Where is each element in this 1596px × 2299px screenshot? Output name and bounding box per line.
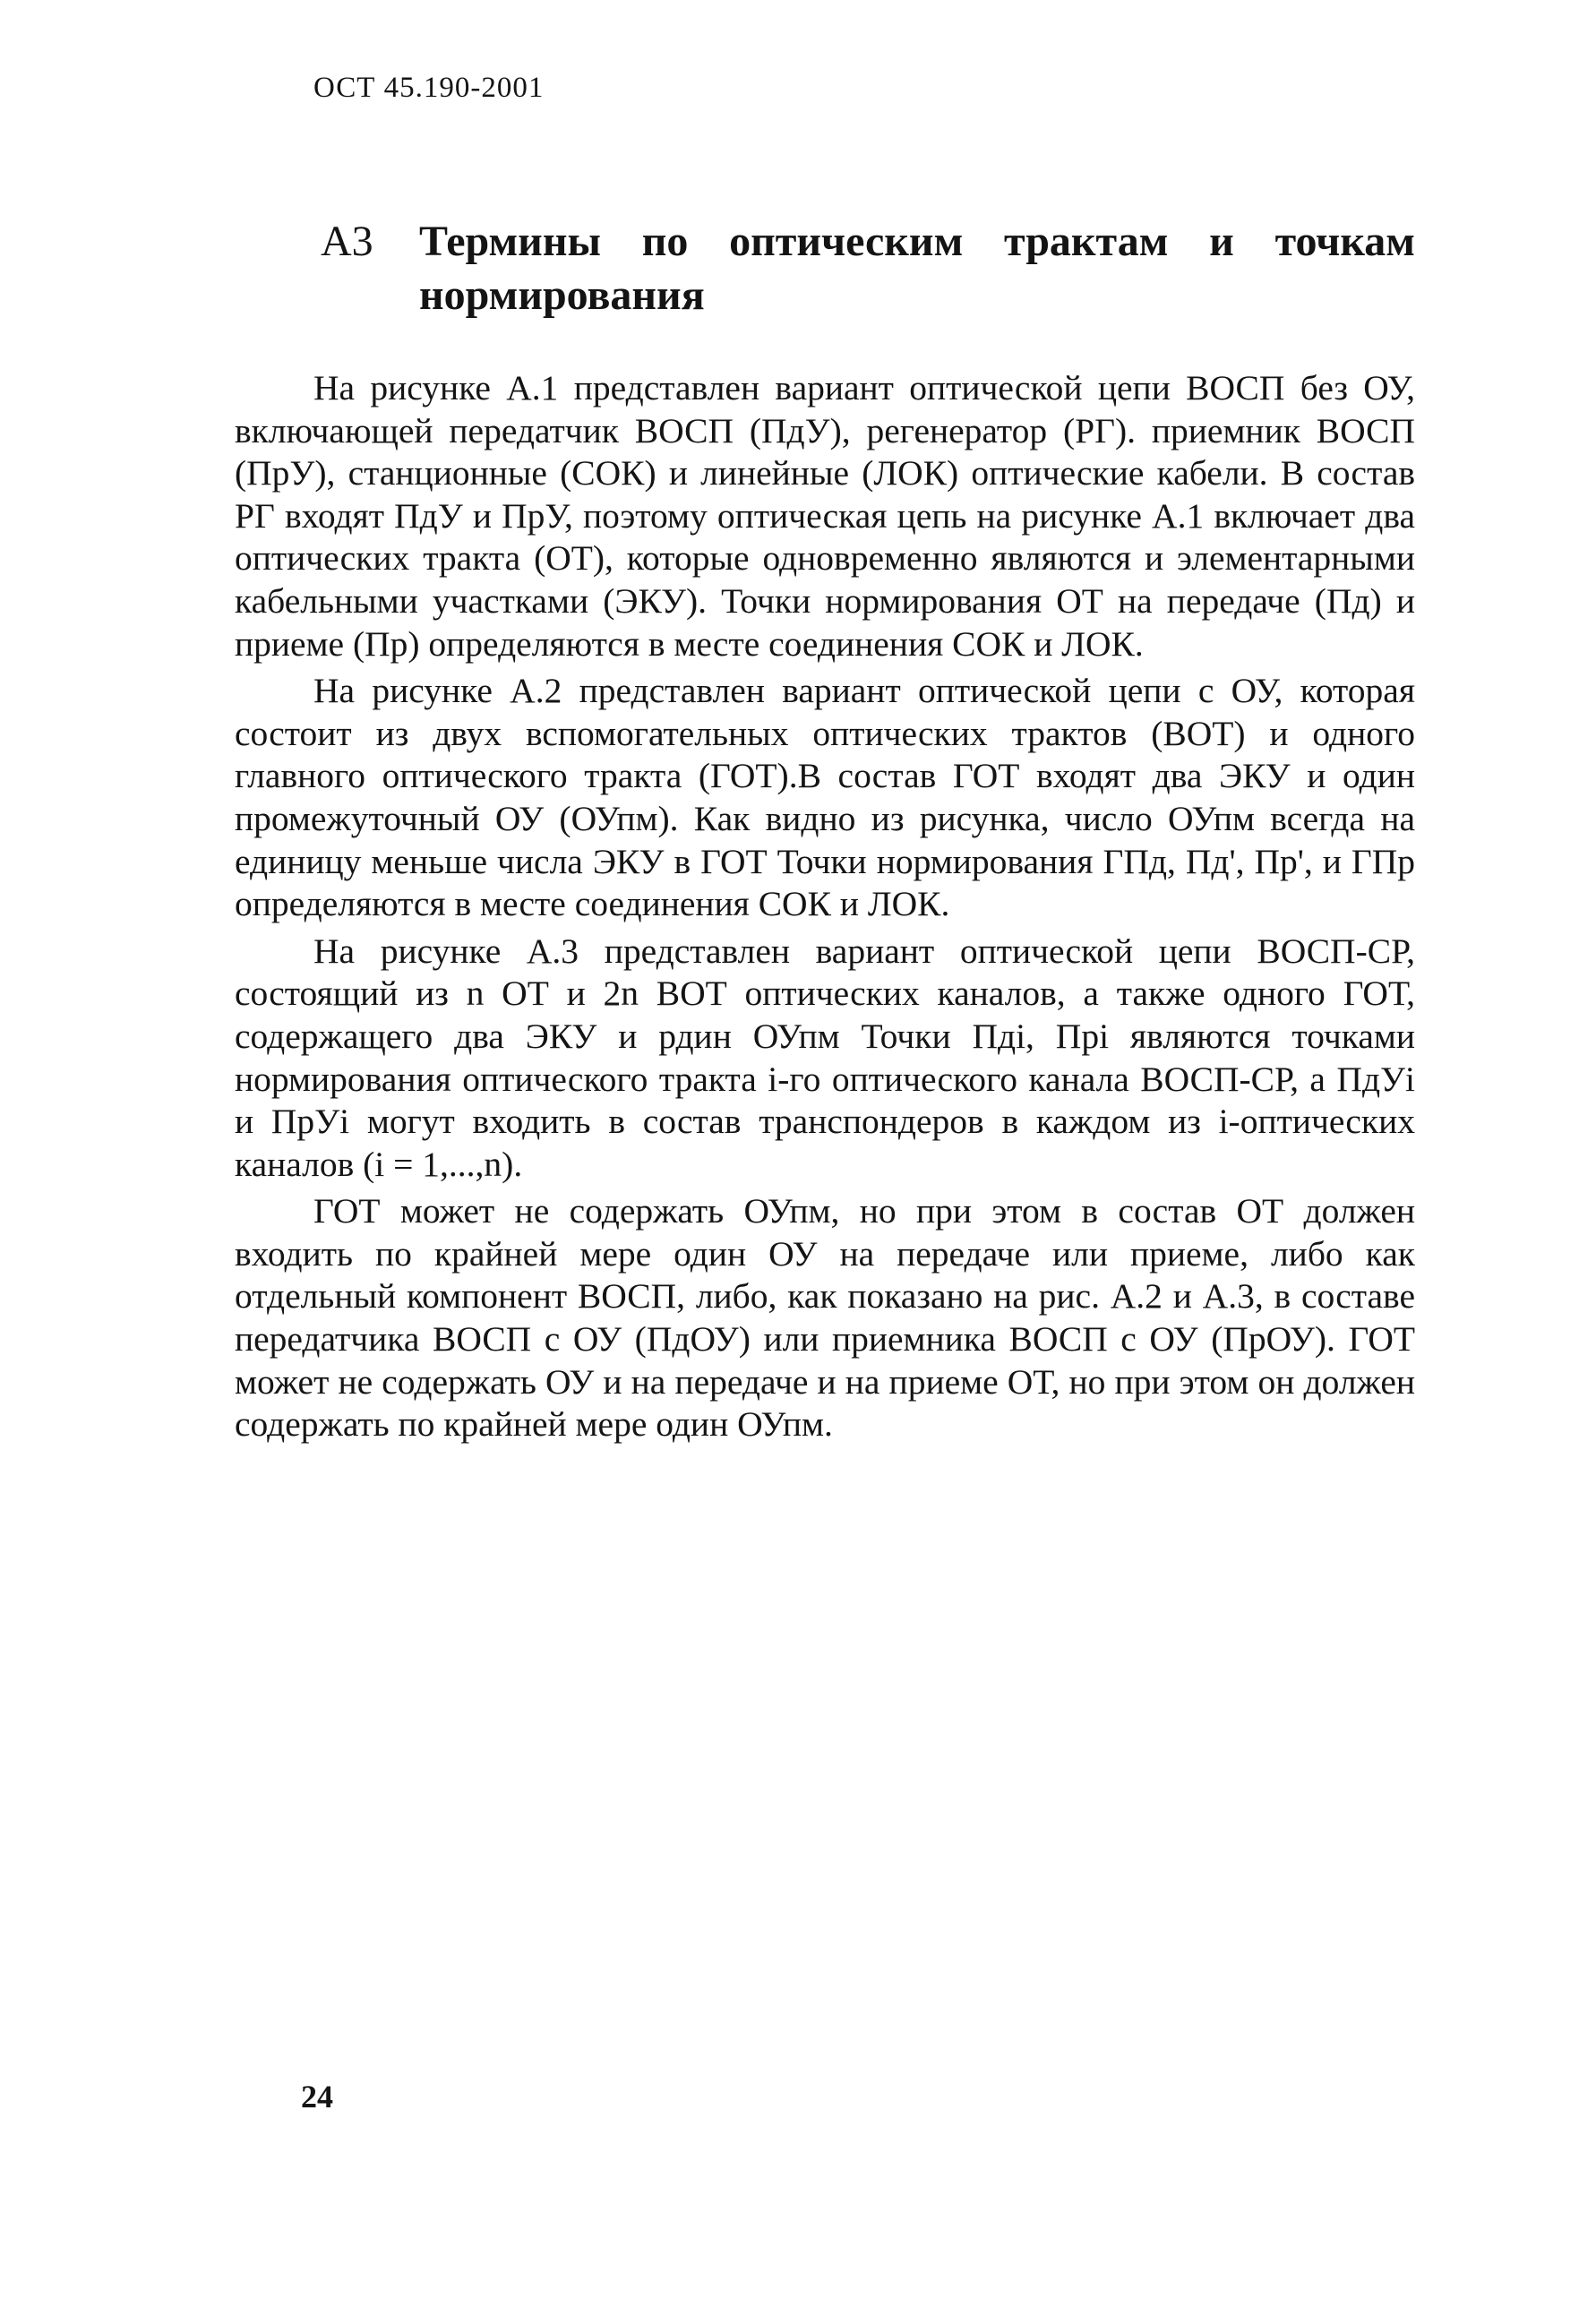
- section-number: А3: [321, 218, 373, 265]
- paragraph: На рисунке А.3 представлен вариант оптической цепи ВОСП-СР, состоящий из n ОТ и 2n ВОТ оптических каналов, а также одного ГОТ, содержащего два ЭКУ и рдин ОУпм Точки Пдi, Прi являются точками нормирования оптического тракта i-го оптического канала ВОСП-СР, а ПдУi и ПрУi могут входить в состав транспондеров в каждом из i-оптических каналов (i = 1,...,n).: [235, 931, 1415, 1184]
- body-text: [235, 367, 1415, 1451]
- paragraph: На рисунке А.1 представлен вариант оптической цепи ВОСП без ОУ, включающей передатчик ВОСП (ПдУ), регенератор (РГ). приемник ВОСП (ПрУ), станционные (СОК) и линейные (ЛОК) оптические кабели. В состав РГ входят ПдУ и ПрУ, поэтому оптическая цепь на рисунке А.1 включает два оптических тракта (ОТ), которые одновременно являются и элементарными кабельными участками (ЭКУ). Точки нормирования ОТ на передаче (Пд) и приеме (Пр) определяются в месте соединения СОК и ЛОК.: [235, 368, 1415, 664]
- document-code: ОСТ 45.190-2001: [313, 72, 545, 104]
- section-title: Термины по оптическим трактам и точкам нормирования: [419, 218, 1415, 319]
- page-number: 24: [301, 2079, 333, 2115]
- paragraph: На рисунке А.2 представлен вариант оптической цепи с ОУ, которая состоит из двух вспомогательных оптических трактов (ВОТ) и одного главного оптического тракта (ГОТ).В состав ГОТ входят два ЭКУ и один промежуточный ОУ (ОУпм). Как видно из рисунка, число ОУпм всегда на единицу меньше числа ЭКУ в ГОТ Точки нормирования ГПд, Пд', Пр', и ГПр определяются в месте соединения СОК и ЛОК.: [235, 671, 1415, 924]
- paragraph: ГОТ может не содержать ОУпм, но при этом в состав ОТ должен входить по крайней мере один ОУ на передаче или приеме, либо как отдельный компонент ВОСП, либо, как показано на рис. А.2 и А.3, в составе передатчика ВОСП с ОУ (ПдОУ) или приемника ВОСП с ОУ (ПрОУ). ГОТ может не содержать ОУ и на передаче и на приеме ОТ, но при этом он должен содержать по крайней мере один ОУпм.: [235, 1191, 1415, 1445]
- section-heading: [321, 215, 1415, 322]
